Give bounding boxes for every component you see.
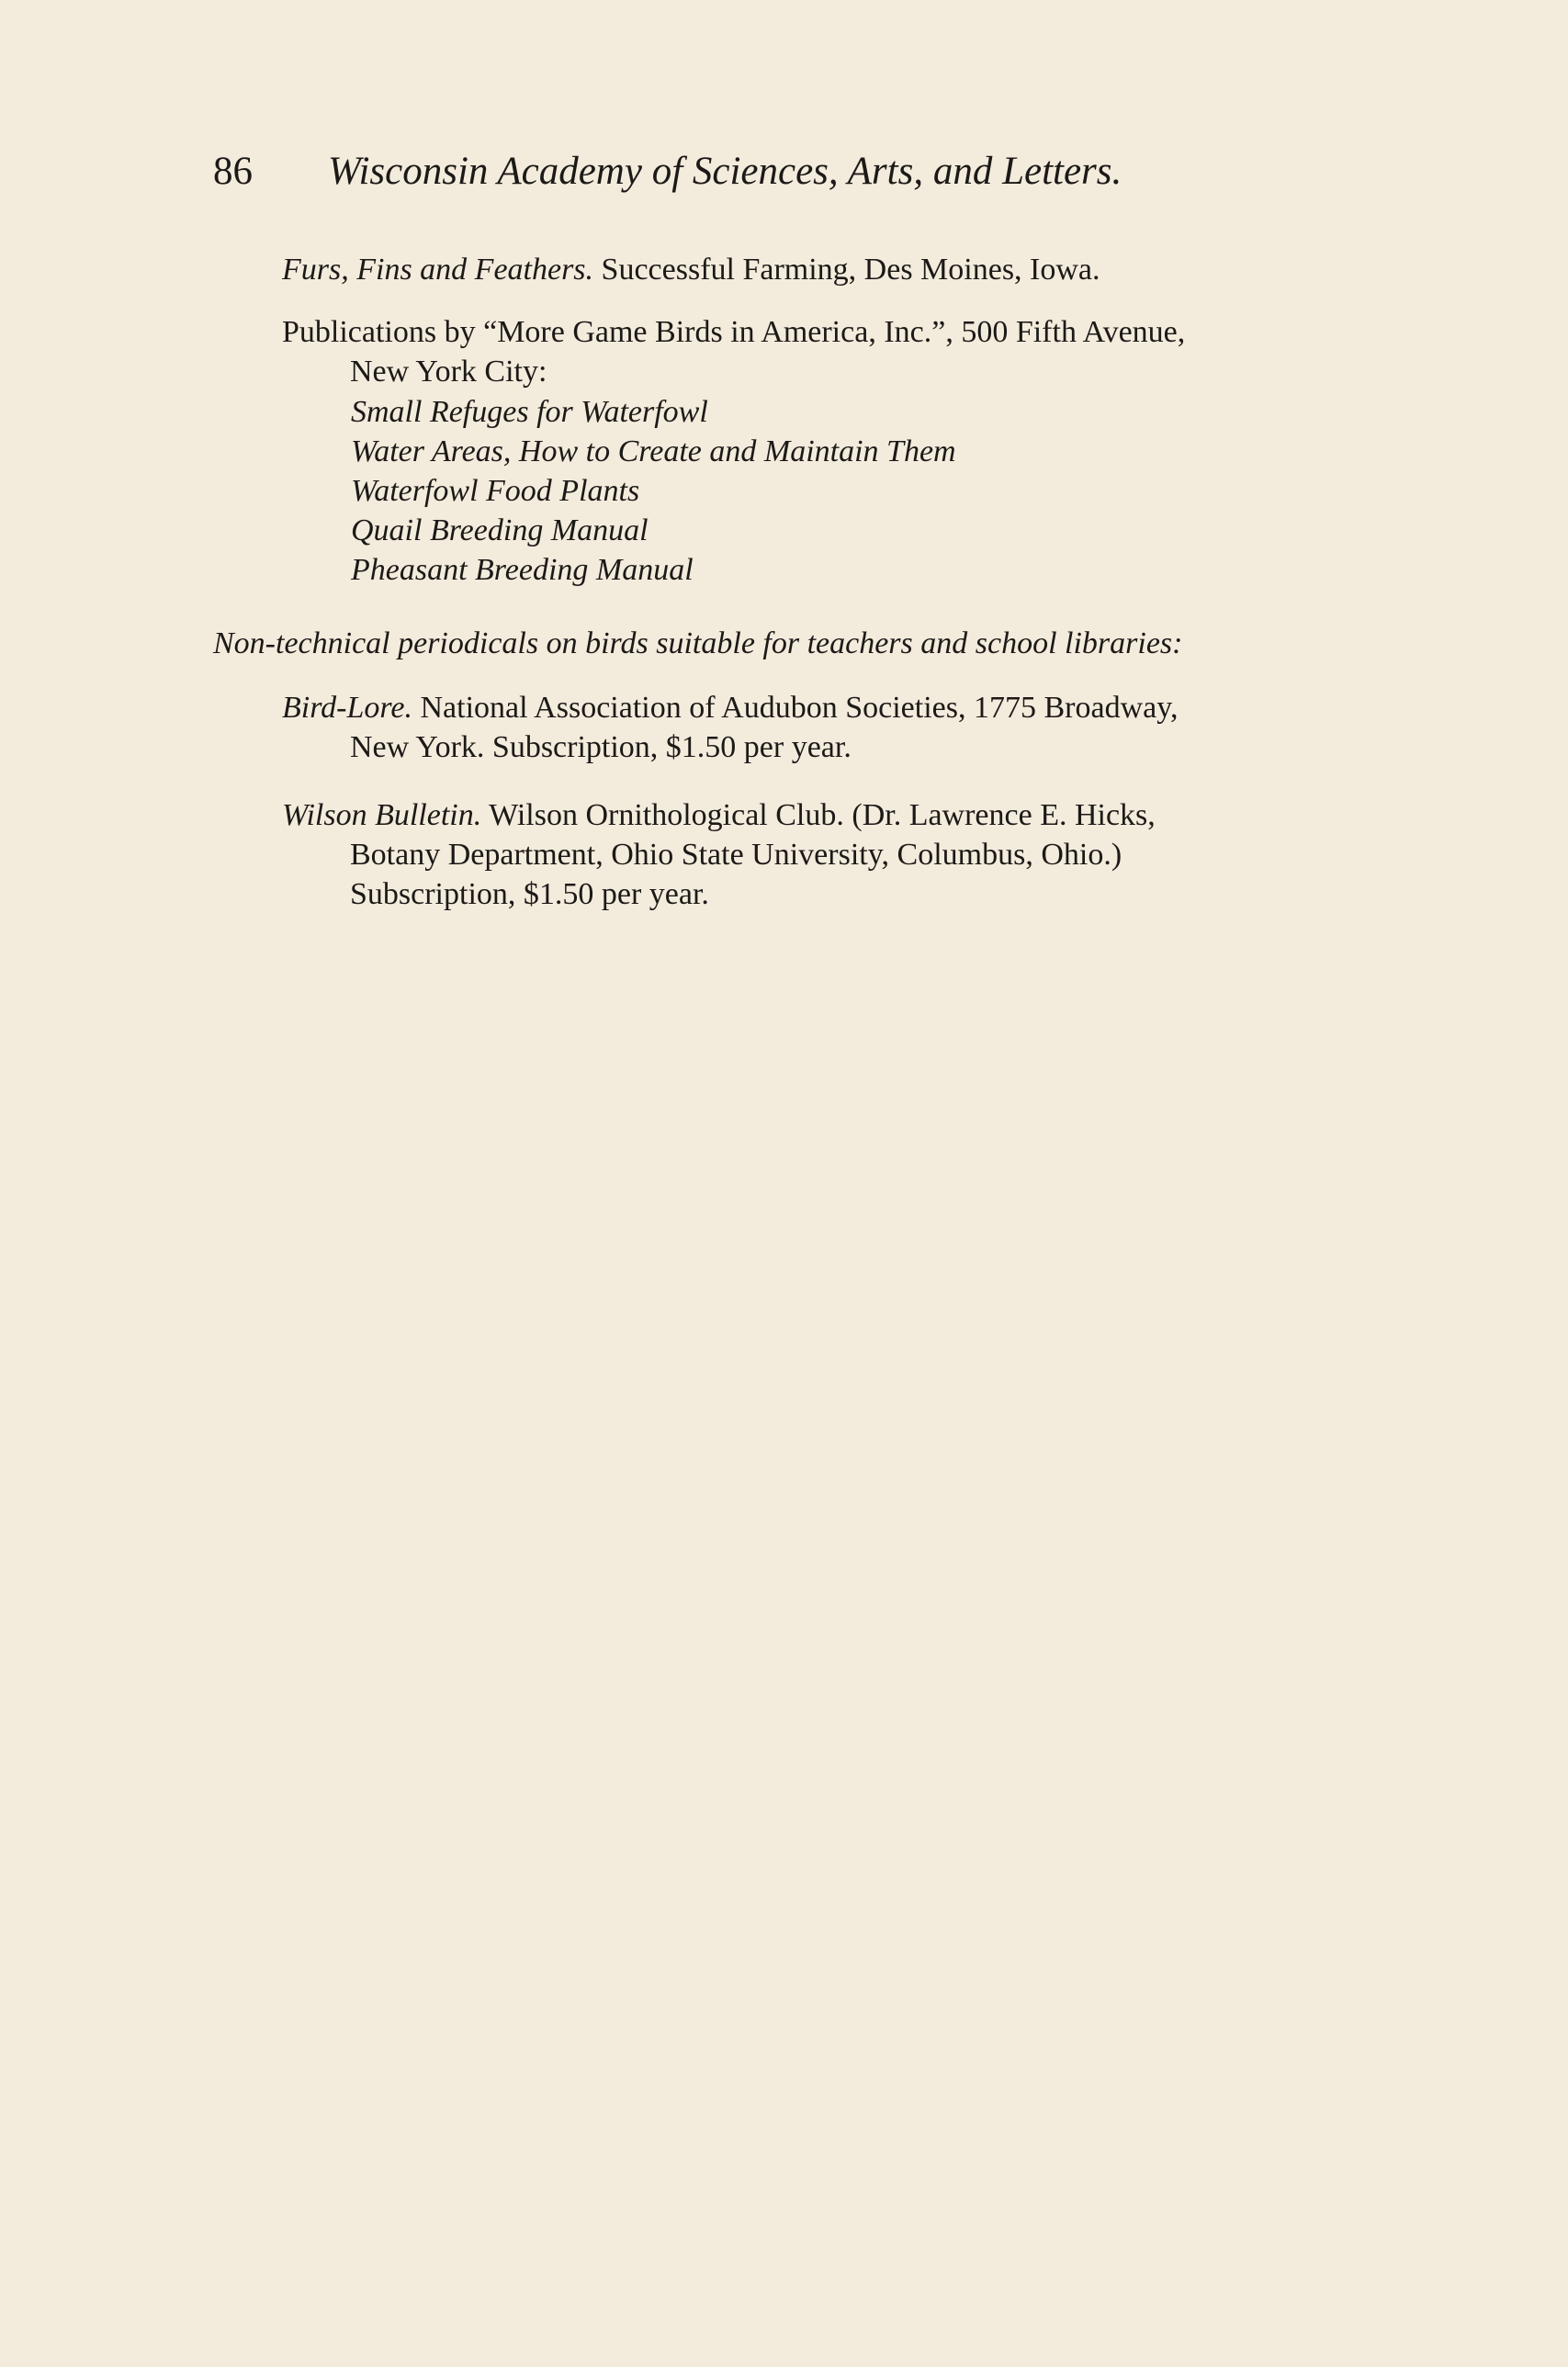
page-header bbox=[213, 149, 1122, 194]
periodical-text: National Association of Audubon Societies, 1775 Broadway, bbox=[412, 691, 1179, 725]
entry-line: Publications by “More Game Birds in America, Inc.”, 500 Fifth Avenue, bbox=[282, 315, 1186, 349]
periodical-title: Bird-Lore. bbox=[282, 691, 412, 725]
page-number: 86 bbox=[213, 150, 253, 193]
entry-more-game-birds bbox=[282, 312, 1412, 391]
periodical-bird-lore bbox=[282, 688, 1412, 767]
publication-title: Quail Breeding Manual bbox=[351, 513, 649, 547]
publication-title: Small Refuges for Waterfowl bbox=[351, 395, 708, 429]
publication-title: Water Areas, How to Create and Maintain Them bbox=[351, 434, 956, 468]
periodical-text: Botany Department, Ohio State University, Columbus, Ohio.) bbox=[350, 838, 1122, 872]
periodical-wilson-bulletin bbox=[282, 795, 1412, 914]
publication-title: Waterfowl Food Plants bbox=[351, 474, 640, 508]
publication-title: Pheasant Breeding Manual bbox=[351, 553, 694, 587]
periodical-text: New York. Subscription, $1.50 per year. bbox=[350, 730, 852, 764]
periodical-text: Subscription, $1.50 per year. bbox=[350, 877, 709, 911]
running-title: Wisconsin Academy of Sciences, Arts, and Letters. bbox=[328, 150, 1122, 193]
entry-title: Furs, Fins and Feathers. bbox=[282, 253, 594, 287]
periodical-title: Wilson Bulletin. bbox=[282, 798, 482, 832]
entry-text: Successful Farming, Des Moines, Iowa. bbox=[593, 253, 1100, 287]
publication-titles-list bbox=[351, 392, 956, 590]
section-heading: Non-technical periodicals on birds suitable for teachers and school libraries: bbox=[213, 626, 1183, 660]
entry-furs-fins-feathers bbox=[282, 250, 1412, 289]
entry-line: New York City: bbox=[350, 355, 547, 389]
periodical-text: Wilson Ornithological Club. (Dr. Lawrence E. Hicks, bbox=[481, 798, 1156, 832]
